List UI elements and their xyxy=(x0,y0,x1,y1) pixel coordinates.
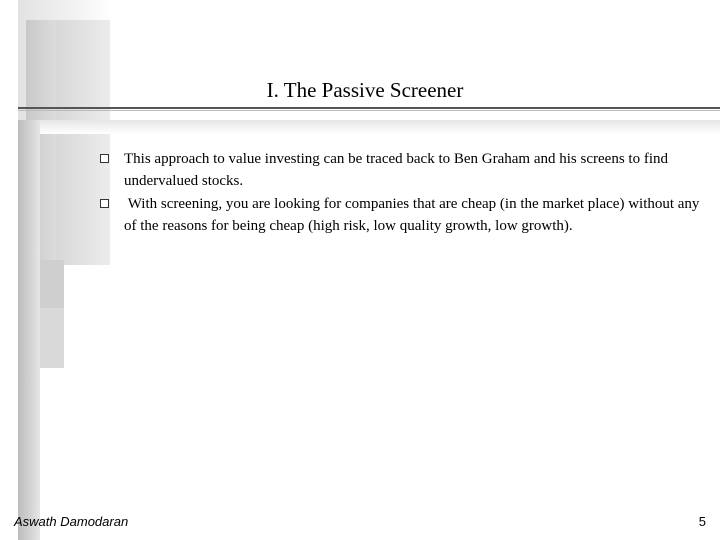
bullet-text: With screening, you are looking for companies that are cheap (in the market place) without any of the reasons for being cheap (high risk, low quality growth, low growth). xyxy=(124,196,704,234)
hollow-square-icon xyxy=(100,154,109,163)
slide-title: I. The Passive Screener xyxy=(266,78,464,102)
page-number: 5 xyxy=(698,514,706,529)
title-rule-shadow xyxy=(18,110,720,111)
bullet-item xyxy=(100,194,704,237)
title-rule xyxy=(18,107,720,109)
footer-author: Aswath Damodaran xyxy=(14,514,129,529)
bullet-item xyxy=(100,149,700,192)
bullet-list xyxy=(100,149,704,239)
hollow-square-icon xyxy=(100,199,109,208)
bullet-text: This approach to value investing can be traced back to Ben Graham and his screens to find undervalued stocks. xyxy=(124,151,668,189)
decorative-vertical-bar xyxy=(18,120,40,540)
decorative-horizontal-shadow xyxy=(40,120,720,134)
